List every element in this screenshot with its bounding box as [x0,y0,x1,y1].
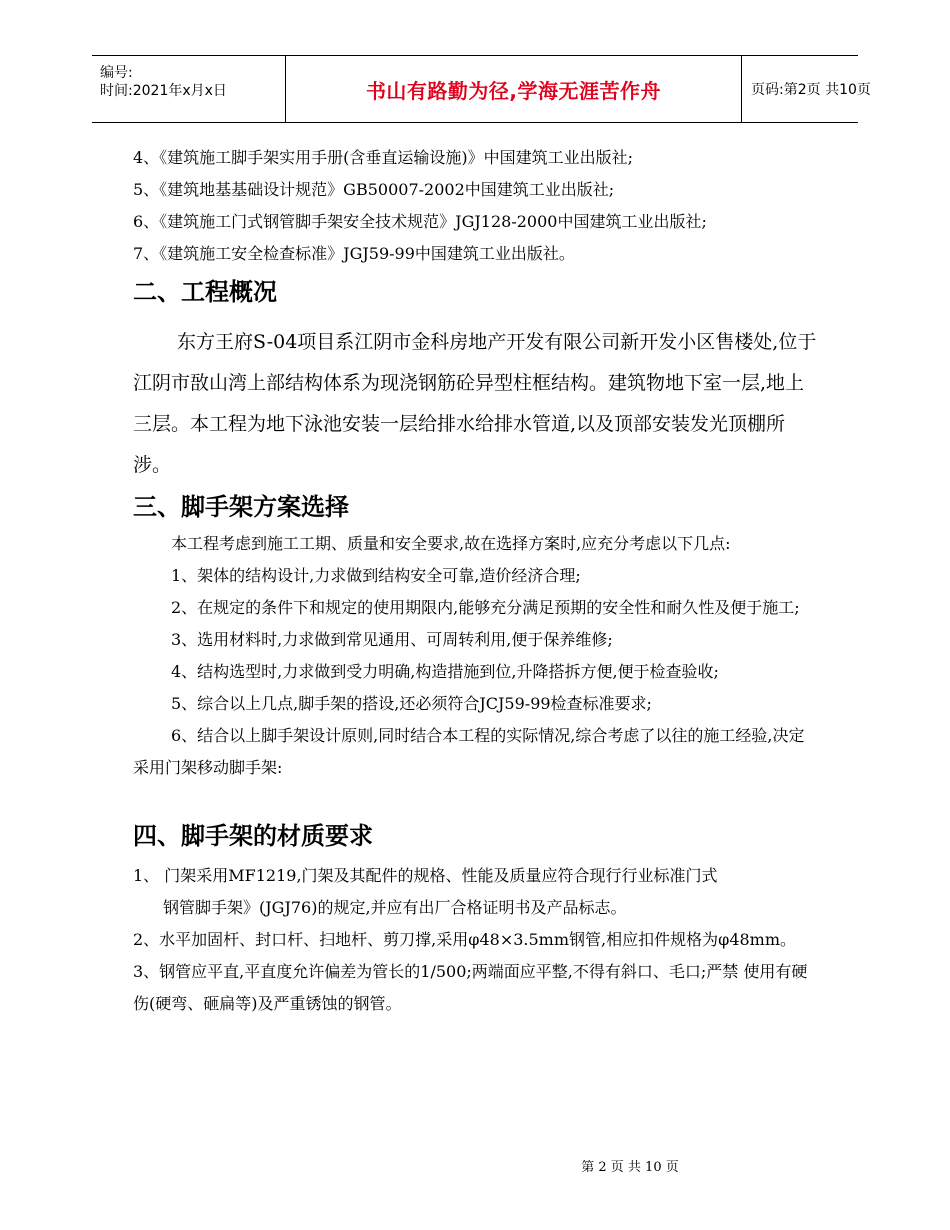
page-header [92,55,871,123]
plan-item: 6、结合以上脚手架设计原则,同时结合本工程的实际情况,综合考虑了以往的施工经验,决定采用门架移动脚手架: [133,726,805,777]
plan-intro-paragraph: 本工程考虑到施工工期、质量和安全要求,故在选择方案时,应充分考虑以下几点: [171,534,731,553]
overview-paragraph: 东方王府S-04项目系江阴市金科房地产开发有限公司新开发小区售楼处,位于江阴市敔山湾上部结构体系为现浇钢筋砼异型柱框结构。建筑物地下室一层,地上三层。本工程为地下泳池安装一层给排水给排水管道,以及顶部安装发光顶棚所涉。 [133,331,817,476]
document-body [133,142,819,1020]
plan-item: 1、架体的结构设计,力求做到结构安全可靠,造价经济合理; [171,566,581,585]
doc-time-label: 时间:2021年x月x日 [100,83,227,99]
reference-item: 4、《建筑施工脚手架实用手册(含垂直运输设施)》中国建筑工业出版社; [133,148,634,167]
page-footer: 第 2 页 共 10 页 [581,1160,679,1175]
reference-item: 7、《建筑施工安全检查标准》JGJ59-99中国建筑工业出版社。 [133,244,575,263]
material-item-1-line2: 钢管脚手架》(JGJ76)的规定,并应有出厂合格证明书及产品标志。 [163,898,627,917]
header-page-info: 页码:第2页 共10页 [751,82,871,98]
doc-number-label: 编号: [100,65,133,81]
material-item-1-line1: 1、 门架采用MF1219,门架及其配件的规格、性能及质量应符合现行行业标准门式 [133,866,718,885]
header-motto-cell [285,56,742,122]
section-heading-scaffold-plan: 三、脚手架方案选择 [133,493,349,521]
reference-item: 5、《建筑地基基础设计规范》GB50007-2002中国建筑工业出版社; [133,180,615,199]
material-item-2: 2、水平加固杆、封口杆、扫地杆、剪刀撑,采用φ48×3.5mm钢管,相应扣件规格为φ48mm。 [133,930,797,949]
header-motto: 书山有路勤为径,学海无涯苦作舟 [365,78,662,103]
section-heading-overview: 二、工程概况 [133,278,277,306]
plan-item: 2、在规定的条件下和规定的使用期限内,能够充分满足预期的安全性和耐久性及便于施工; [171,598,800,617]
plan-item: 5、综合以上几点,脚手架的搭设,还必须符合JCJ59-99检查标准要求; [171,694,652,713]
material-item-3: 3、钢管应平直,平直度允许偏差为管长的1/500;两端面应平整,不得有斜口、毛口;严禁 使用有硬伤(硬弯、砸扁等)及严重锈蚀的钢管。 [133,962,808,1013]
header-meta-cell [92,56,285,122]
plan-item: 3、选用材料时,力求做到常见通用、可周转利用,便于保养维修; [171,630,613,649]
section-heading-material: 四、脚手架的材质要求 [133,822,373,850]
reference-item: 6、《建筑施工门式钢管脚手架安全技术规范》JGJ128-2000中国建筑工业出版社; [133,212,707,231]
header-page-cell [741,56,871,122]
plan-item: 4、结构选型时,力求做到受力明确,构造措施到位,升降搭拆方便,便于检查验收; [171,662,719,681]
